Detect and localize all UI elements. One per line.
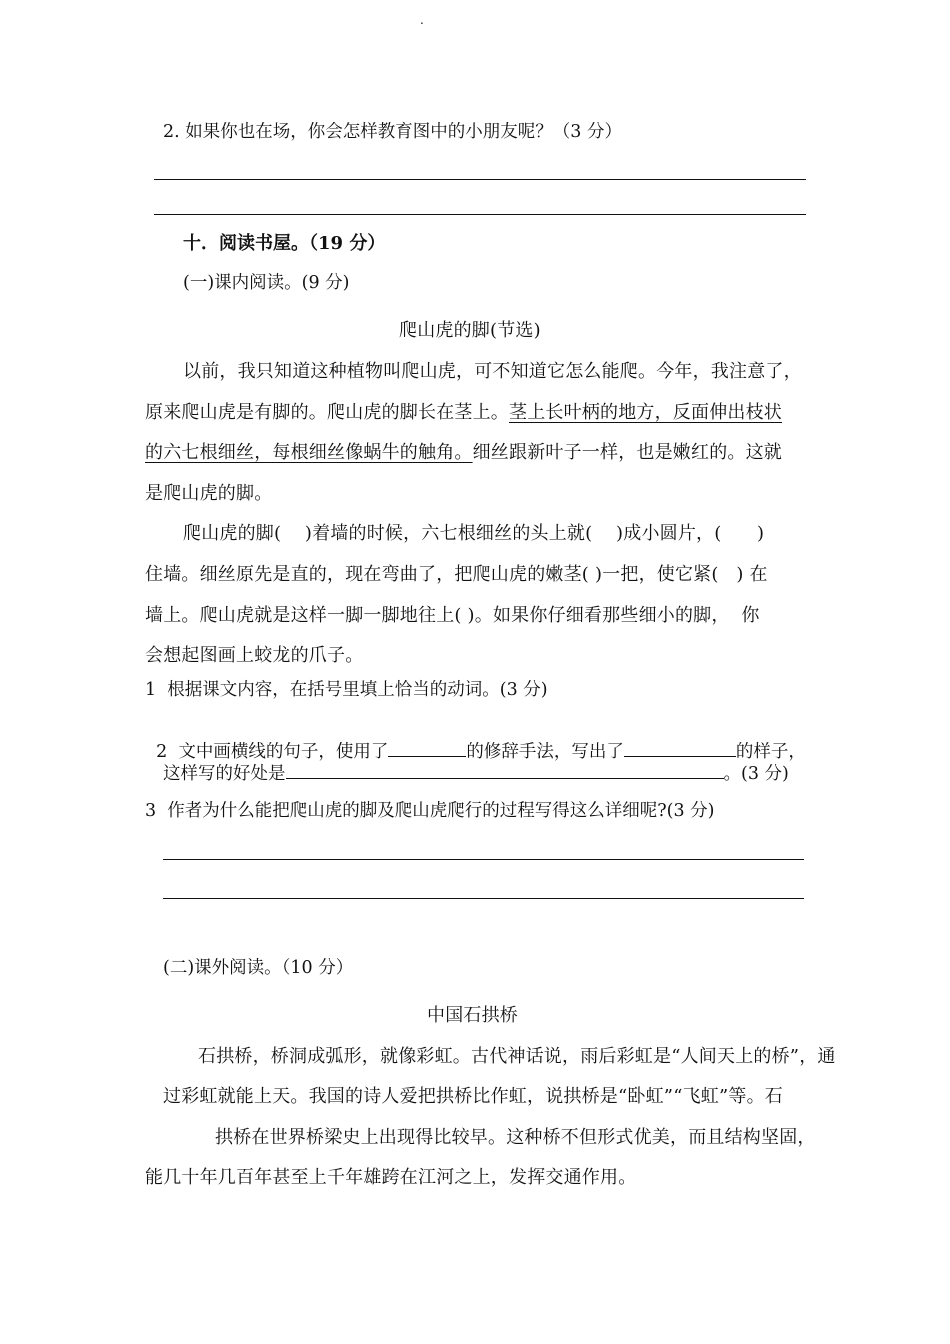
underlined-sentence-part-2: 的六七根细丝，每根细丝像蜗牛的触角。 (145, 442, 473, 463)
part-1-question-1: 1 根据课文内容，在括号里填上恰当的动词。(3 分) (145, 680, 548, 700)
part-1-title: 爬山虎的脚(节选) (399, 320, 541, 341)
part-1-label: (一)课内阅读。(9 分) (183, 273, 350, 293)
part-1-question-2-cont (163, 762, 789, 784)
p1-line-3-plain: 细丝跟新叶子一样，也是嫩红的。这就 (472, 442, 783, 463)
benefit-blank[interactable] (286, 762, 724, 779)
answer-line-4[interactable] (163, 898, 804, 899)
p2-line-3: 墙上。爬山虎就是这样一脚一脚地往上( )。如果你仔细看那些细小的脚， 你 (145, 605, 760, 626)
p2-line-4: 会想起图画上蛟龙的爪子。 (145, 645, 364, 666)
p1-line-3 (145, 438, 782, 464)
q2-suffix: 的样子， (735, 741, 806, 762)
part-2-line-2: 过彩虹就能上天。我国的诗人爱把拱桥比作虹，说拱桥是“卧虹”“飞虹”等。石 (163, 1086, 784, 1107)
p1-line-2-plain: 原来爬山虎是有脚的。爬山虎的脚长在茎上。 (145, 402, 509, 423)
part-1-question-3: 3 作者为什么能把爬山虎的脚及爬山虎爬行的过程写得这么详细呢?(3 分) (145, 801, 715, 821)
p2-line-2: 住墙。细丝原先是直的，现在弯曲了，把爬山虎的嫩茎( )一把，使它紧( ) 在 (145, 564, 768, 585)
appearance-blank[interactable] (624, 740, 736, 757)
part-2-line-1: 石拱桥，桥洞成弧形，就像彩虹。古代神话说，雨后彩虹是“人间天上的桥”，通 (198, 1046, 836, 1067)
part-1-question-2 (145, 722, 806, 761)
q2-score: 。(3 分) (723, 764, 789, 784)
answer-line-3[interactable] (163, 859, 804, 860)
rhetoric-blank[interactable] (388, 740, 466, 757)
p1-line-2 (145, 398, 782, 424)
q2-benefit-label: 这样写的好处是 (163, 764, 286, 784)
question-2-text: 2. 如果你也在场，你会怎样教育图中的小朋友呢？（3 分） (163, 122, 622, 142)
part-2-line-3: 拱桥在世界桥梁史上出现得比较早。这种桥不但形式优美，而且结构坚固， (215, 1127, 816, 1148)
part-2-line-4: 能几十年几百年甚至上千年雄跨在江河之上，发挥交通作用。 (145, 1167, 637, 1188)
p2-line-1: 爬山虎的脚( )着墙的时候，六七根细丝的头上就( )成小圆片，( ) (183, 523, 765, 544)
underlined-sentence-part-1: 茎上长叶柄的地方，反面伸出枝状 (509, 402, 782, 423)
top-dot: . (420, 13, 424, 27)
part-2-title: 中国石拱桥 (427, 1005, 518, 1026)
q2-prefix: 2 文中画横线的句子，使用了 (156, 741, 389, 762)
part-2-label: (二)课外阅读。（10 分） (163, 958, 354, 978)
q2-middle: 的修辞手法，写出了 (466, 741, 624, 762)
answer-line-2[interactable] (154, 214, 806, 215)
p1-line-4: 是爬山虎的脚。 (145, 483, 273, 504)
section-10-title: 十．阅读书屋。（19 分） (183, 233, 386, 254)
p1-line-1: 以前，我只知道这种植物叫爬山虎，可不知道它怎么能爬。今年，我注意了， (183, 361, 802, 382)
answer-line-1[interactable] (154, 179, 806, 180)
